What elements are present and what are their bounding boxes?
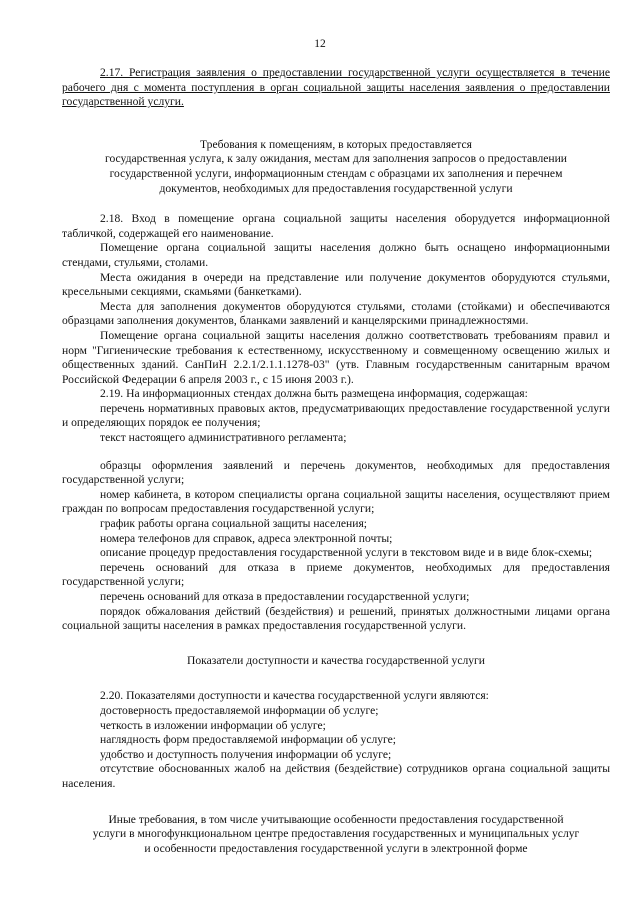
paragraph: номер кабинета, в котором специалисты органа социальной защиты населения, осуществляют прием граждан по вопросам предоставления государственной услуги; — [62, 487, 610, 516]
paragraph: 2.18. Вход в помещение органа социальной защиты населения оборудуется информационной табличкой, содержащей его наименование. — [62, 212, 610, 240]
paragraph: Места для заполнения документов оборудуются стульями, столами (стойками) и обеспечиваются образцами заполнения документов, бланками заявлений и канцелярскими принадлежностями. — [62, 299, 610, 328]
section-quality — [62, 689, 610, 791]
paragraph: достоверность предоставляемой информации об услуге; — [100, 703, 379, 717]
paragraph: текст настоящего административного регламента; — [100, 431, 347, 445]
heading-line: государственная услуга, к залу ожидания, местам для заполнения запросов о предоставлении — [104, 152, 567, 166]
paragraph: отсутствие обоснованных жалоб на действия (бездействие) сотрудников органа социальной защиты населения. — [62, 762, 610, 790]
heading-line: и особенности предоставления государственной услуги в электронной форме — [144, 841, 528, 855]
paragraph: описание процедур предоставления государственной услуги в текстовом виде и в виде блок-схемы; — [100, 546, 593, 560]
paragraph: 2.20. Показателями доступности и качества государственной услуги являются: — [100, 689, 489, 703]
section-heading-premises — [62, 138, 610, 196]
heading-line: государственной услуги, информационным стендам с образцами их заполнения и перечнем — [109, 166, 563, 180]
heading-line: Требования к помещениям, в которых предоставляется — [200, 137, 472, 151]
heading-line: услуги в многофункциональном центре предоставления государственных и муниципальных услуг — [92, 827, 580, 841]
paragraph: Помещение органа социальной защиты населения должно соответствовать требованиям правил и норм "Гигиенические требования к естественному, искусственному и совмещенному освещению жилых и общественных зданий. СанПиН 2.2.1/2.1.1.1278-03" (утв. Главным государственным санитарным врачом Российской Федерации 6 апреля 2003 г., с 15 июня 2003 г.). — [62, 328, 610, 386]
section-stands — [62, 459, 610, 634]
paragraph: удобство и доступность получения информации об услуге; — [100, 747, 392, 761]
paragraph: наглядность форм предоставляемой информации об услуге; — [100, 733, 397, 747]
paragraph: образцы оформления заявлений и перечень документов, необходимых для предоставления государственной услуги; — [62, 458, 610, 487]
paragraph: порядок обжалования действий (бездействия) и решений, принятых должностными лицами органа социальной защиты населения в рамках предоставления государственной услуги. — [62, 604, 610, 633]
page-content — [62, 66, 610, 856]
paragraph: перечень оснований для отказа в предоставлении государственной услуги; — [100, 590, 470, 603]
paragraph: Места ожидания в очереди на представление или получение документов оборудуются стульями, кресельными секциями, скамьями (банкетками). — [62, 270, 610, 299]
paragraph-2-17: 2.17. Регистрация заявления о предоставлении государственной услуги осуществляется в течение рабочего дня с момента поступления в орган социальной защиты населения заявления о предоставлении государственной услуги. — [62, 66, 610, 109]
paragraph: перечень оснований для отказа в приеме документов, необходимых для предоставления государственной услуги; — [62, 560, 610, 589]
paragraph: Помещение органа социальной защиты населения должно быть оснащено информационными стендами, стульями, столами. — [62, 241, 610, 269]
paragraph: номера телефонов для справок, адреса электронной почты; — [100, 531, 393, 545]
paragraph: четкость в изложении информации об услуге; — [100, 718, 326, 732]
paragraph: график работы органа социальной защиты населения; — [100, 517, 367, 531]
page-number: 12 — [314, 38, 326, 50]
section-premises — [62, 212, 610, 446]
heading-line: документов, необходимых для предоставления государственной услуги — [159, 181, 513, 195]
heading-line: Иные требования, в том числе учитывающие особенности предоставления государственной — [108, 812, 564, 826]
section-heading-other-requirements — [62, 813, 610, 857]
paragraph: перечень нормативных правовых актов, предусматривающих предоставление государственной услуги и определяющих порядок ее получения; — [62, 401, 610, 430]
section-heading-quality: Показатели доступности и качества государственной услуги — [186, 653, 486, 667]
paragraph: 2.19. На информационных стендах должна быть размещена информация, содержащая: — [100, 387, 528, 401]
